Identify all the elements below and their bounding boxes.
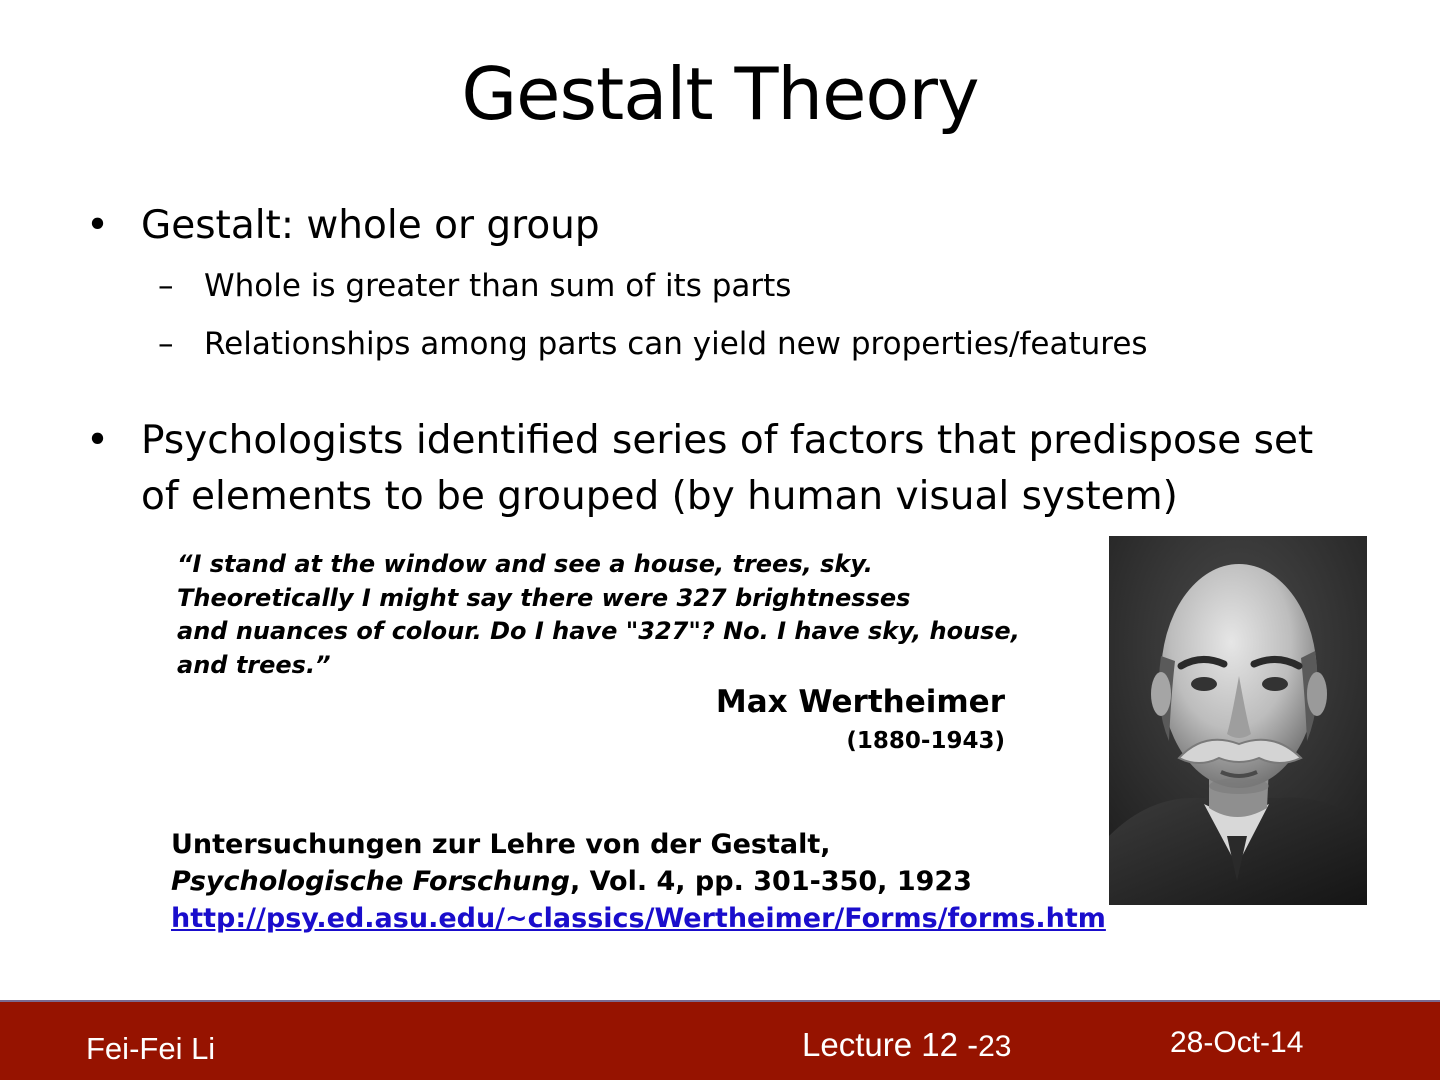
- quote-line: “I stand at the window and see a house, trees, sky.: [177, 550, 873, 578]
- bullet-1-text: Gestalt: whole or group: [141, 203, 600, 248]
- dash-marker: –: [158, 326, 174, 362]
- footer-lecture-number: [802, 1026, 1011, 1064]
- reference-citation: [171, 826, 1106, 937]
- quote-line: and trees.”: [177, 650, 331, 679]
- sub-bullet-1-text: Whole is greater than sum of its parts: [204, 268, 792, 304]
- footer-lecture-label: Lecture 12 -: [802, 1026, 979, 1063]
- reference-title: Untersuchungen zur Lehre von der Gestalt,: [171, 829, 831, 860]
- footer-date: 28-Oct-14: [1170, 1026, 1304, 1059]
- quote-author-years: (1880-1943): [846, 728, 1005, 754]
- sub-bullet-1: [158, 268, 1358, 308]
- sub-bullet-2-text: Relationships among parts can yield new properties/features: [204, 326, 1148, 362]
- quote-author: Max Wertheimer: [715, 684, 1005, 720]
- reference-url-link[interactable]: http://psy.ed.asu.edu/~classics/Wertheimer/Forms/forms.htm: [171, 903, 1106, 934]
- bullet-2: [86, 418, 1386, 528]
- footer-page-number: 23: [978, 1030, 1012, 1063]
- wertheimer-portrait-photo: [1109, 536, 1367, 905]
- bullet-marker: •: [86, 418, 110, 463]
- bullet-marker: •: [86, 203, 110, 248]
- reference-journal: Psychologische Forschung: [171, 866, 570, 897]
- bullet-1: [86, 203, 1286, 253]
- slide-footer: [0, 1000, 1440, 1080]
- slide-title: Gestalt Theory: [461, 52, 979, 136]
- bullet-2-line-1: Psychologists identified series of factors that predispose set: [141, 418, 1314, 463]
- footer-author: Fei-Fei Li: [86, 1031, 216, 1066]
- quote-line: and nuances of colour. Do I have "327"? No. I have sky, house,: [177, 617, 1020, 645]
- sub-bullet-2: [158, 326, 1358, 366]
- wertheimer-quote: [177, 548, 1020, 682]
- portrait-illustration: [1109, 536, 1367, 905]
- bullet-2-line-2: of elements to be grouped (by human visual system): [141, 474, 1178, 519]
- quote-line: Theoretically I might say there were 327 brightnesses: [177, 583, 911, 612]
- reference-volume: , Vol. 4, pp. 301-350, 1923: [569, 866, 972, 897]
- dash-marker: –: [158, 268, 174, 304]
- reference-journal-line: [171, 863, 1106, 900]
